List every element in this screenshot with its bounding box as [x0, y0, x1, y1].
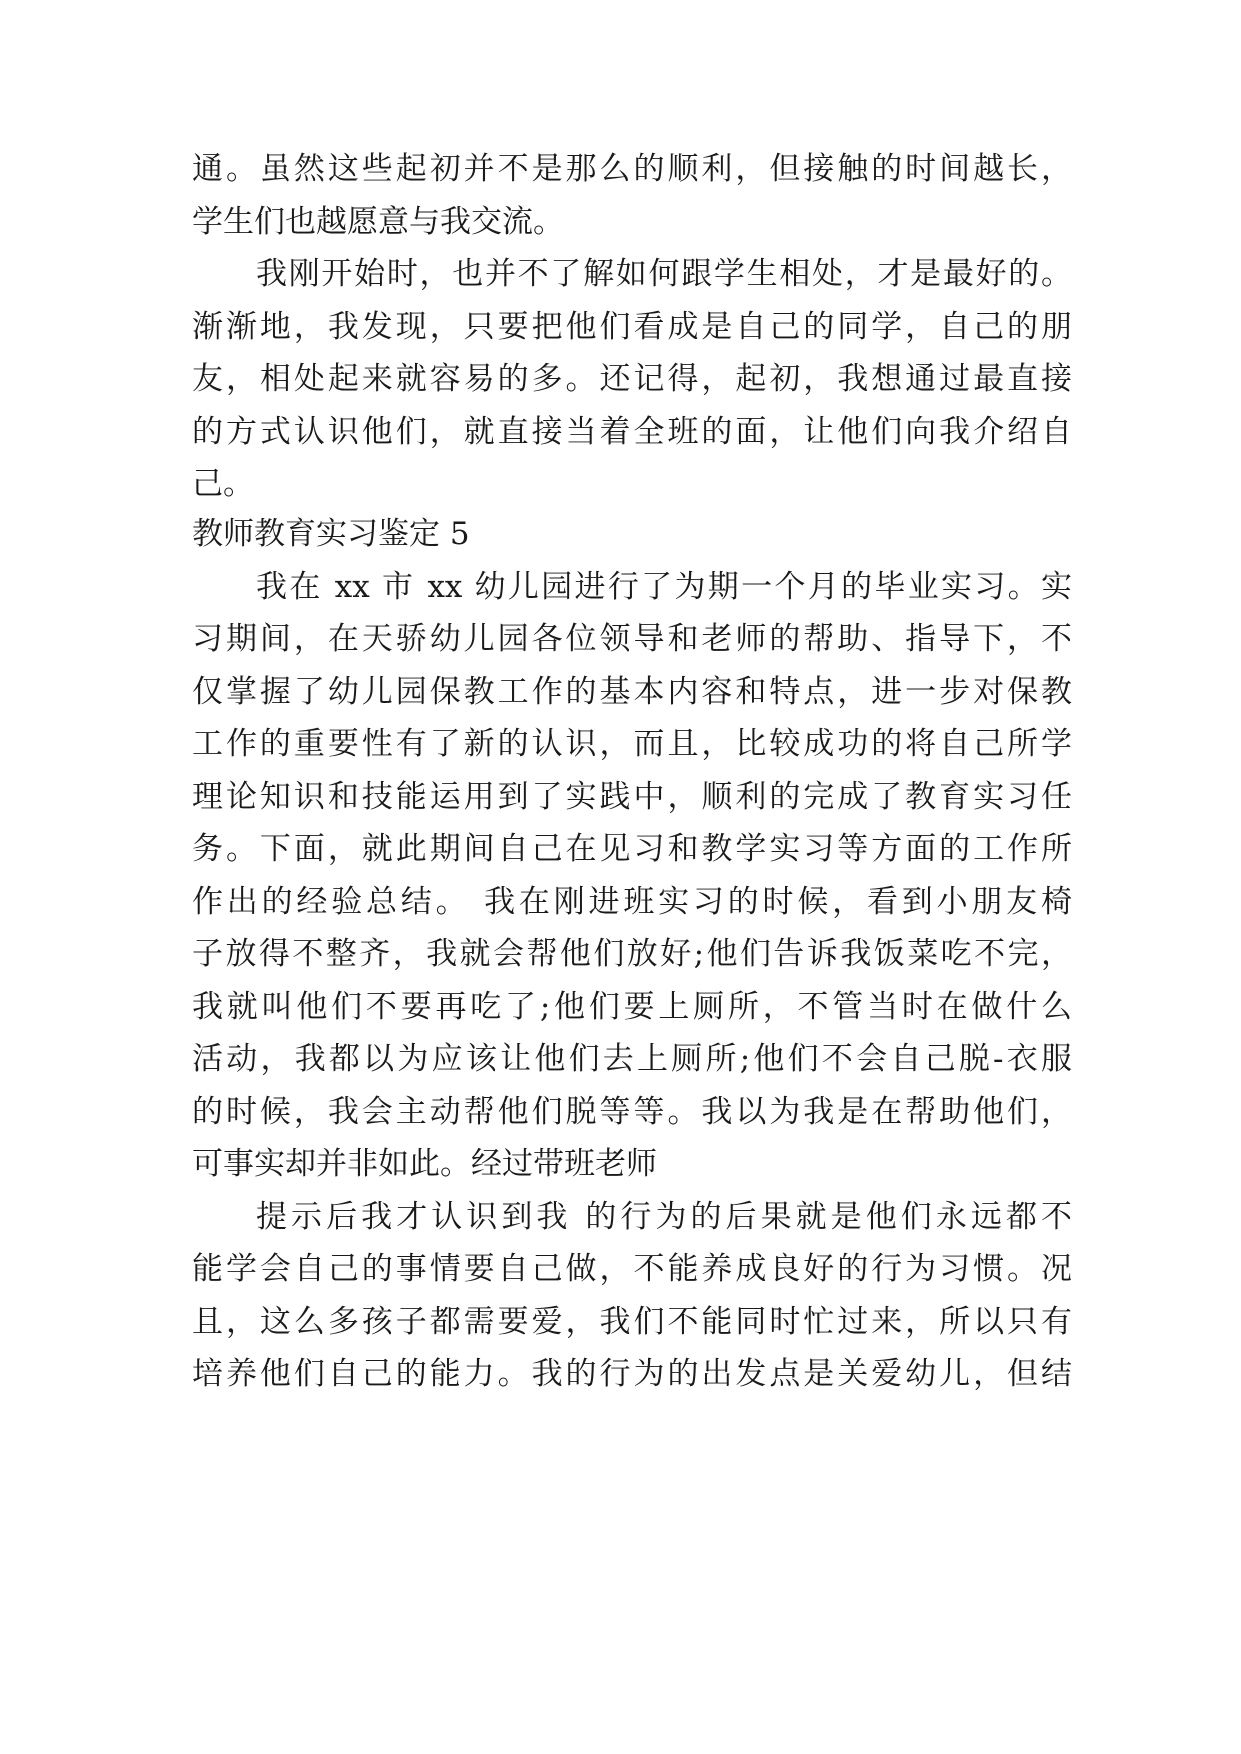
- text-line: 子放得不整齐，我就会帮他们放好;他们告诉我饭菜吃不完，: [192, 936, 1072, 972]
- text-line: 通。虽然这些起初并不是那么的顺利，但接触的时间越长，: [192, 151, 1072, 187]
- text-line: 理论知识和技能运用到了实践中，顺利的完成了教育实习任: [192, 779, 1072, 815]
- text-line: 我在 xx 市 xx 幼儿园进行了为期一个月的毕业实习。实: [256, 569, 1072, 605]
- text-line: 己。: [192, 466, 254, 502]
- text-line: 渐渐地，我发现，只要把他们看成是自己的同学，自己的朋: [192, 309, 1072, 345]
- text-line: 工作的重要性有了新的认识，而且，比较成功的将自己所学: [192, 726, 1072, 762]
- text-line: 我就叫他们不要再吃了;他们要上厕所，不管当时在做什么: [192, 989, 1072, 1025]
- text-line: 务。下面，就此期间自己在见习和教学实习等方面的工作所: [192, 831, 1072, 867]
- text-line: 能学会自己的事情要自己做，不能养成良好的行为习惯。况: [192, 1251, 1072, 1287]
- section-heading: 教师教育实习鉴定 5: [192, 516, 470, 552]
- text-line: 可事实却并非如此。经过带班老师: [192, 1146, 657, 1182]
- text-line: 友，相处起来就容易的多。还记得，起初，我想通过最直接: [192, 361, 1072, 397]
- text-line: 培养他们自己的能力。我的行为的出发点是关爱幼儿，但结: [192, 1356, 1072, 1392]
- text-line: 学生们也越愿意与我交流。: [192, 204, 564, 240]
- text-line: 提示后我才认识到我 的行为的后果就是他们永远都不: [256, 1199, 1072, 1235]
- text-line: 我刚开始时，也并不了解如何跟学生相处，才是最好的。: [256, 256, 1072, 292]
- text-line: 活动，我都以为应该让他们去上厕所;他们不会自己脱-衣服: [192, 1041, 1072, 1077]
- text-line: 的方式认识他们，就直接当着全班的面，让他们向我介绍自: [192, 414, 1072, 450]
- text-line: 仅掌握了幼儿园保教工作的基本内容和特点，进一步对保教: [192, 674, 1072, 710]
- text-line: 作出的经验总结。 我在刚进班实习的时候，看到小朋友椅: [192, 884, 1072, 920]
- text-line: 且，这么多孩子都需要爱，我们不能同时忙过来，所以只有: [192, 1304, 1072, 1340]
- text-line: 的时候，我会主动帮他们脱等等。我以为我是在帮助他们，: [192, 1094, 1072, 1130]
- text-line: 习期间，在天骄幼儿园各位领导和老师的帮助、指导下，不: [192, 621, 1072, 657]
